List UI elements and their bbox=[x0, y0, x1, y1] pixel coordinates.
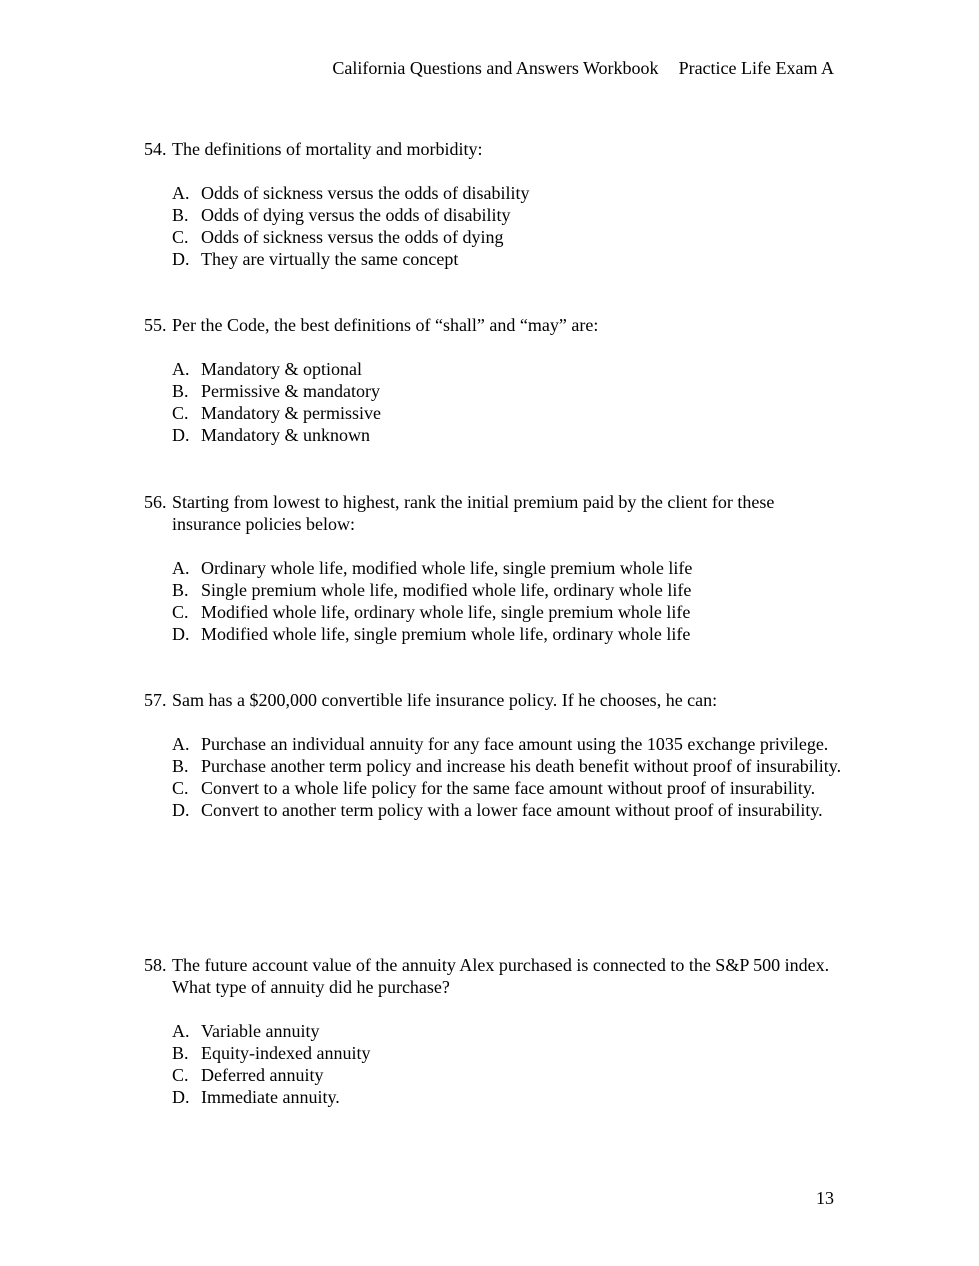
option-c bbox=[172, 601, 844, 623]
option-text: They are virtually the same concept bbox=[201, 249, 459, 269]
option-c bbox=[172, 402, 844, 424]
question-stem bbox=[144, 689, 844, 711]
option-text: Permissive & mandatory bbox=[201, 381, 380, 401]
answer-options bbox=[172, 557, 844, 645]
option-letter: A. bbox=[172, 359, 190, 379]
option-letter: B. bbox=[172, 381, 189, 401]
option-c bbox=[172, 1064, 844, 1086]
option-letter: C. bbox=[172, 1065, 189, 1085]
question-text: Starting from lowest to highest, rank the initial premium paid by the client for these insurance policies below: bbox=[172, 492, 775, 534]
option-text: Variable annuity bbox=[201, 1021, 320, 1041]
option-letter: A. bbox=[172, 734, 190, 754]
question-stem bbox=[144, 954, 844, 998]
option-text: Mandatory & permissive bbox=[201, 403, 381, 423]
option-d bbox=[172, 248, 844, 270]
question-number: 55. bbox=[144, 315, 167, 335]
option-letter: D. bbox=[172, 1087, 190, 1107]
question-text: Per the Code, the best definitions of “shall” and “may” are: bbox=[172, 315, 599, 335]
question-stem bbox=[144, 138, 844, 160]
question-text: The future account value of the annuity Alex purchased is connected to the S&P 500 index. What type of annuity did he purchase? bbox=[172, 955, 830, 997]
option-letter: C. bbox=[172, 403, 189, 423]
option-letter: C. bbox=[172, 778, 189, 798]
question-text: The definitions of mortality and morbidity: bbox=[172, 139, 483, 159]
option-c bbox=[172, 777, 844, 799]
option-text: Mandatory & unknown bbox=[201, 425, 370, 445]
option-text: Deferred annuity bbox=[201, 1065, 324, 1085]
option-letter: B. bbox=[172, 756, 189, 776]
page-number: 13 bbox=[816, 1188, 834, 1208]
answer-options bbox=[172, 1020, 844, 1108]
option-letter: A. bbox=[172, 558, 190, 578]
option-b bbox=[172, 204, 844, 226]
option-d bbox=[172, 424, 844, 446]
question-number: 54. bbox=[144, 139, 167, 159]
option-d bbox=[172, 1086, 844, 1108]
option-d bbox=[172, 799, 844, 821]
page-header bbox=[332, 56, 834, 80]
option-letter: D. bbox=[172, 624, 190, 644]
answer-options bbox=[172, 733, 844, 821]
option-b bbox=[172, 380, 844, 402]
option-c bbox=[172, 226, 844, 248]
option-b bbox=[172, 755, 844, 777]
option-letter: C. bbox=[172, 227, 189, 247]
question-56 bbox=[144, 491, 844, 645]
option-text: Odds of dying versus the odds of disability bbox=[201, 205, 511, 225]
option-text: Odds of sickness versus the odds of dying bbox=[201, 227, 504, 247]
option-letter: A. bbox=[172, 183, 190, 203]
question-number: 57. bbox=[144, 690, 167, 710]
question-stem bbox=[144, 491, 844, 535]
answer-options bbox=[172, 358, 844, 446]
option-a bbox=[172, 1020, 844, 1042]
exam-title: Practice Life Exam A bbox=[678, 58, 834, 78]
option-text: Ordinary whole life, modified whole life, single premium whole life bbox=[201, 558, 693, 578]
option-text: Mandatory & optional bbox=[201, 359, 362, 379]
option-b bbox=[172, 1042, 844, 1064]
option-a bbox=[172, 358, 844, 380]
option-text: Purchase an individual annuity for any face amount using the 1035 exchange privilege. bbox=[201, 734, 829, 754]
question-text: Sam has a $200,000 convertible life insurance policy. If he chooses, he can: bbox=[172, 690, 718, 710]
book-title: California Questions and Answers Workbook bbox=[332, 58, 659, 78]
option-text: Modified whole life, ordinary whole life, single premium whole life bbox=[201, 602, 691, 622]
option-a bbox=[172, 182, 844, 204]
option-letter: B. bbox=[172, 205, 189, 225]
option-letter: D. bbox=[172, 249, 190, 269]
option-a bbox=[172, 557, 844, 579]
question-number: 58. bbox=[144, 955, 167, 975]
question-57 bbox=[144, 689, 844, 821]
question-stem bbox=[144, 314, 844, 336]
option-b bbox=[172, 579, 844, 601]
option-text: Convert to another term policy with a lower face amount without proof of insurability. bbox=[201, 800, 823, 820]
answer-options bbox=[172, 182, 844, 270]
question-54 bbox=[144, 138, 844, 270]
option-letter: D. bbox=[172, 425, 190, 445]
option-text: Convert to a whole life policy for the same face amount without proof of insurability. bbox=[201, 778, 816, 798]
question-number: 56. bbox=[144, 492, 167, 512]
option-text: Equity-indexed annuity bbox=[201, 1043, 371, 1063]
question-55 bbox=[144, 314, 844, 446]
option-text: Single premium whole life, modified whole life, ordinary whole life bbox=[201, 580, 692, 600]
option-text: Odds of sickness versus the odds of disability bbox=[201, 183, 530, 203]
option-letter: B. bbox=[172, 580, 189, 600]
option-letter: A. bbox=[172, 1021, 190, 1041]
option-a bbox=[172, 733, 844, 755]
option-letter: C. bbox=[172, 602, 189, 622]
option-d bbox=[172, 623, 844, 645]
option-letter: D. bbox=[172, 800, 190, 820]
option-text: Immediate annuity. bbox=[201, 1087, 340, 1107]
question-58 bbox=[144, 954, 844, 1108]
option-text: Purchase another term policy and increase his death benefit without proof of insurability. bbox=[201, 756, 842, 776]
option-letter: B. bbox=[172, 1043, 189, 1063]
option-text: Modified whole life, single premium whole life, ordinary whole life bbox=[201, 624, 691, 644]
